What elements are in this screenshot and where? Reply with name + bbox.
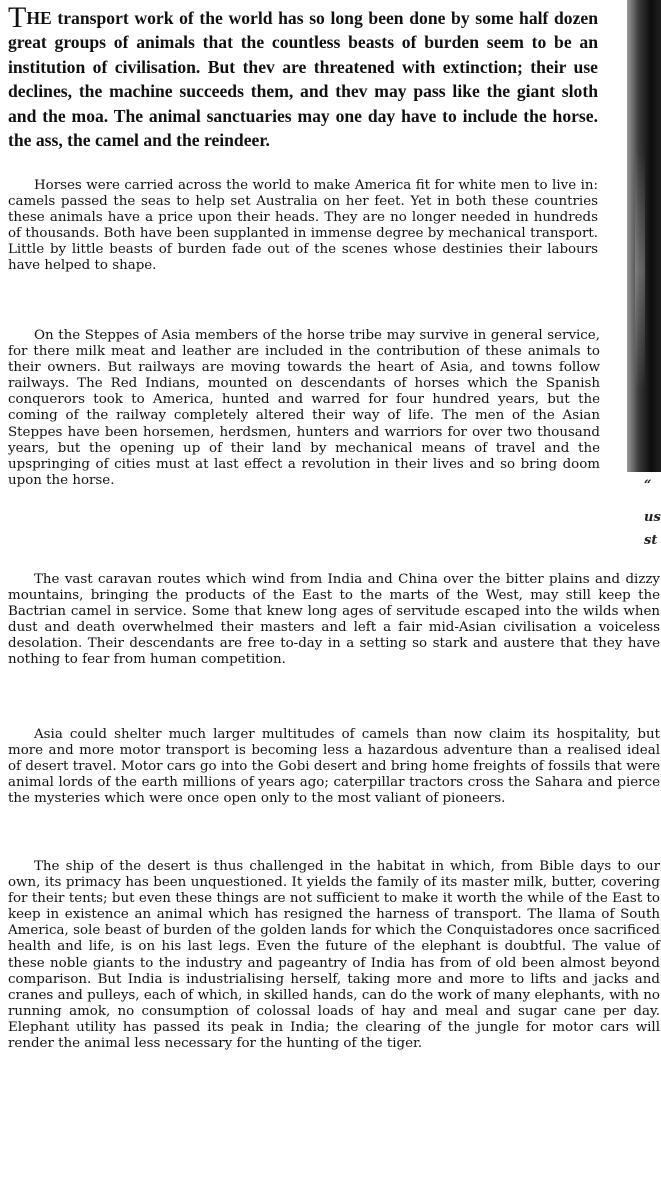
margin-fragment: us [644,510,661,525]
lead-text: HE transport work of the world has so long been done by some half dozen great groups of animals that the countless beasts of burden seem to be an institution of civilisation. But thev are threatened with extinction; their use declines, the machine succeeds them, and thev may pass like the giant sloth and the moa. The animal sanctuaries may one day have to include the horse. the ass, the camel and the reindeer. [8,8,598,151]
body-paragraph: The vast caravan routes which wind from India and China over the bitter plains and dizzy mountains, bringing the products of the East to the marts of the West, may still keep the Bactrian camel in service. Some that knew long ages of servitude escaped into the wilds when dust and death overwhelmed their masters and left a fair mid-Asian civilisation a voiceless desolation. Their descendants are free to-day in a setting so stark and austere that they have nothing to fear from human competition. [8,572,660,668]
margin-fragment: st [644,533,658,548]
lead-paragraph [8,1,598,152]
drop-cap: T [8,1,27,34]
photo-edge [627,0,661,472]
photo-highlight [635,150,645,390]
body-paragraph: Horses were carried across the world to make America fit for white men to live in: camels passed the seas to help set Australia on her feet. Yet in both these countries these animals have a price upon their heads. They are no longer needed in hundreds of thousands. Both have been supplanted in immense degree by mechanical transport. Little by little beasts of burden fade out of the scenes whose destinies their labours have helped to shape. [8,178,598,274]
body-paragraph: On the Steppes of Asia members of the horse tribe may survive in general service, for there milk meat and leather are included in the contribution of these animals to their owners. But railways are moving towards the heart of Asia, and towns follow railways. The Red Indians, mounted on descendants of horses which the Spanish conquerors took to America, hunted and warred for four hundred years, but the coming of the railway completely altered their way of life. The men of the Asian Steppes have been horsemen, herdsmen, hunters and warriors for over two thousand years, but the opening up of their land by mechanical means of travel and the upspringing of cities must at last effect a revolution in their lives and so bring doom upon the horse. [8,328,600,488]
body-paragraph: The ship of the desert is thus challenged in the habitat in which, from Bible days to our own, its primacy has been unquestioned. It yields the family of its master milk, butter, covering for their tents; but even these things are not sufficient to make it worth the while of the East to keep in existence an animal which has resigned the harness of transport. The llama of South America, sole beast of burden of the golden lands for which the Conquistadores once sacrificed health and life, is on his last legs. Even the future of the elephant is doubtful. The value of these noble giants to the industry and pageantry of India has from of old been almost beyond comparison. But India is industrialising herself, taking more and more to lifts and jacks and cranes and pulleys, each of which, in skilled hands, can do the work of many elephants, with no running amok, no consumption of colossal loads of hay and meal and sugar cane per day. Elephant utility has passed its peak in India; the clearing of the jungle for motor cars will render the animal less necessary for the hunting of the tiger. [8,859,660,1052]
body-paragraph: Asia could shelter much larger multitudes of camels than now claim its hospitality, but more and more motor transport is becoming less a hazardous adventure than a realised ideal of desert travel. Motor cars go into the Gobi desert and bring home freights of fossils that were animal lords of the earth millions of years ago; caterpillar tractors cross the Sahara and pierce the mysteries which were once open only to the most valiant of pioneers. [8,727,660,807]
margin-fragment: “ [644,478,652,493]
